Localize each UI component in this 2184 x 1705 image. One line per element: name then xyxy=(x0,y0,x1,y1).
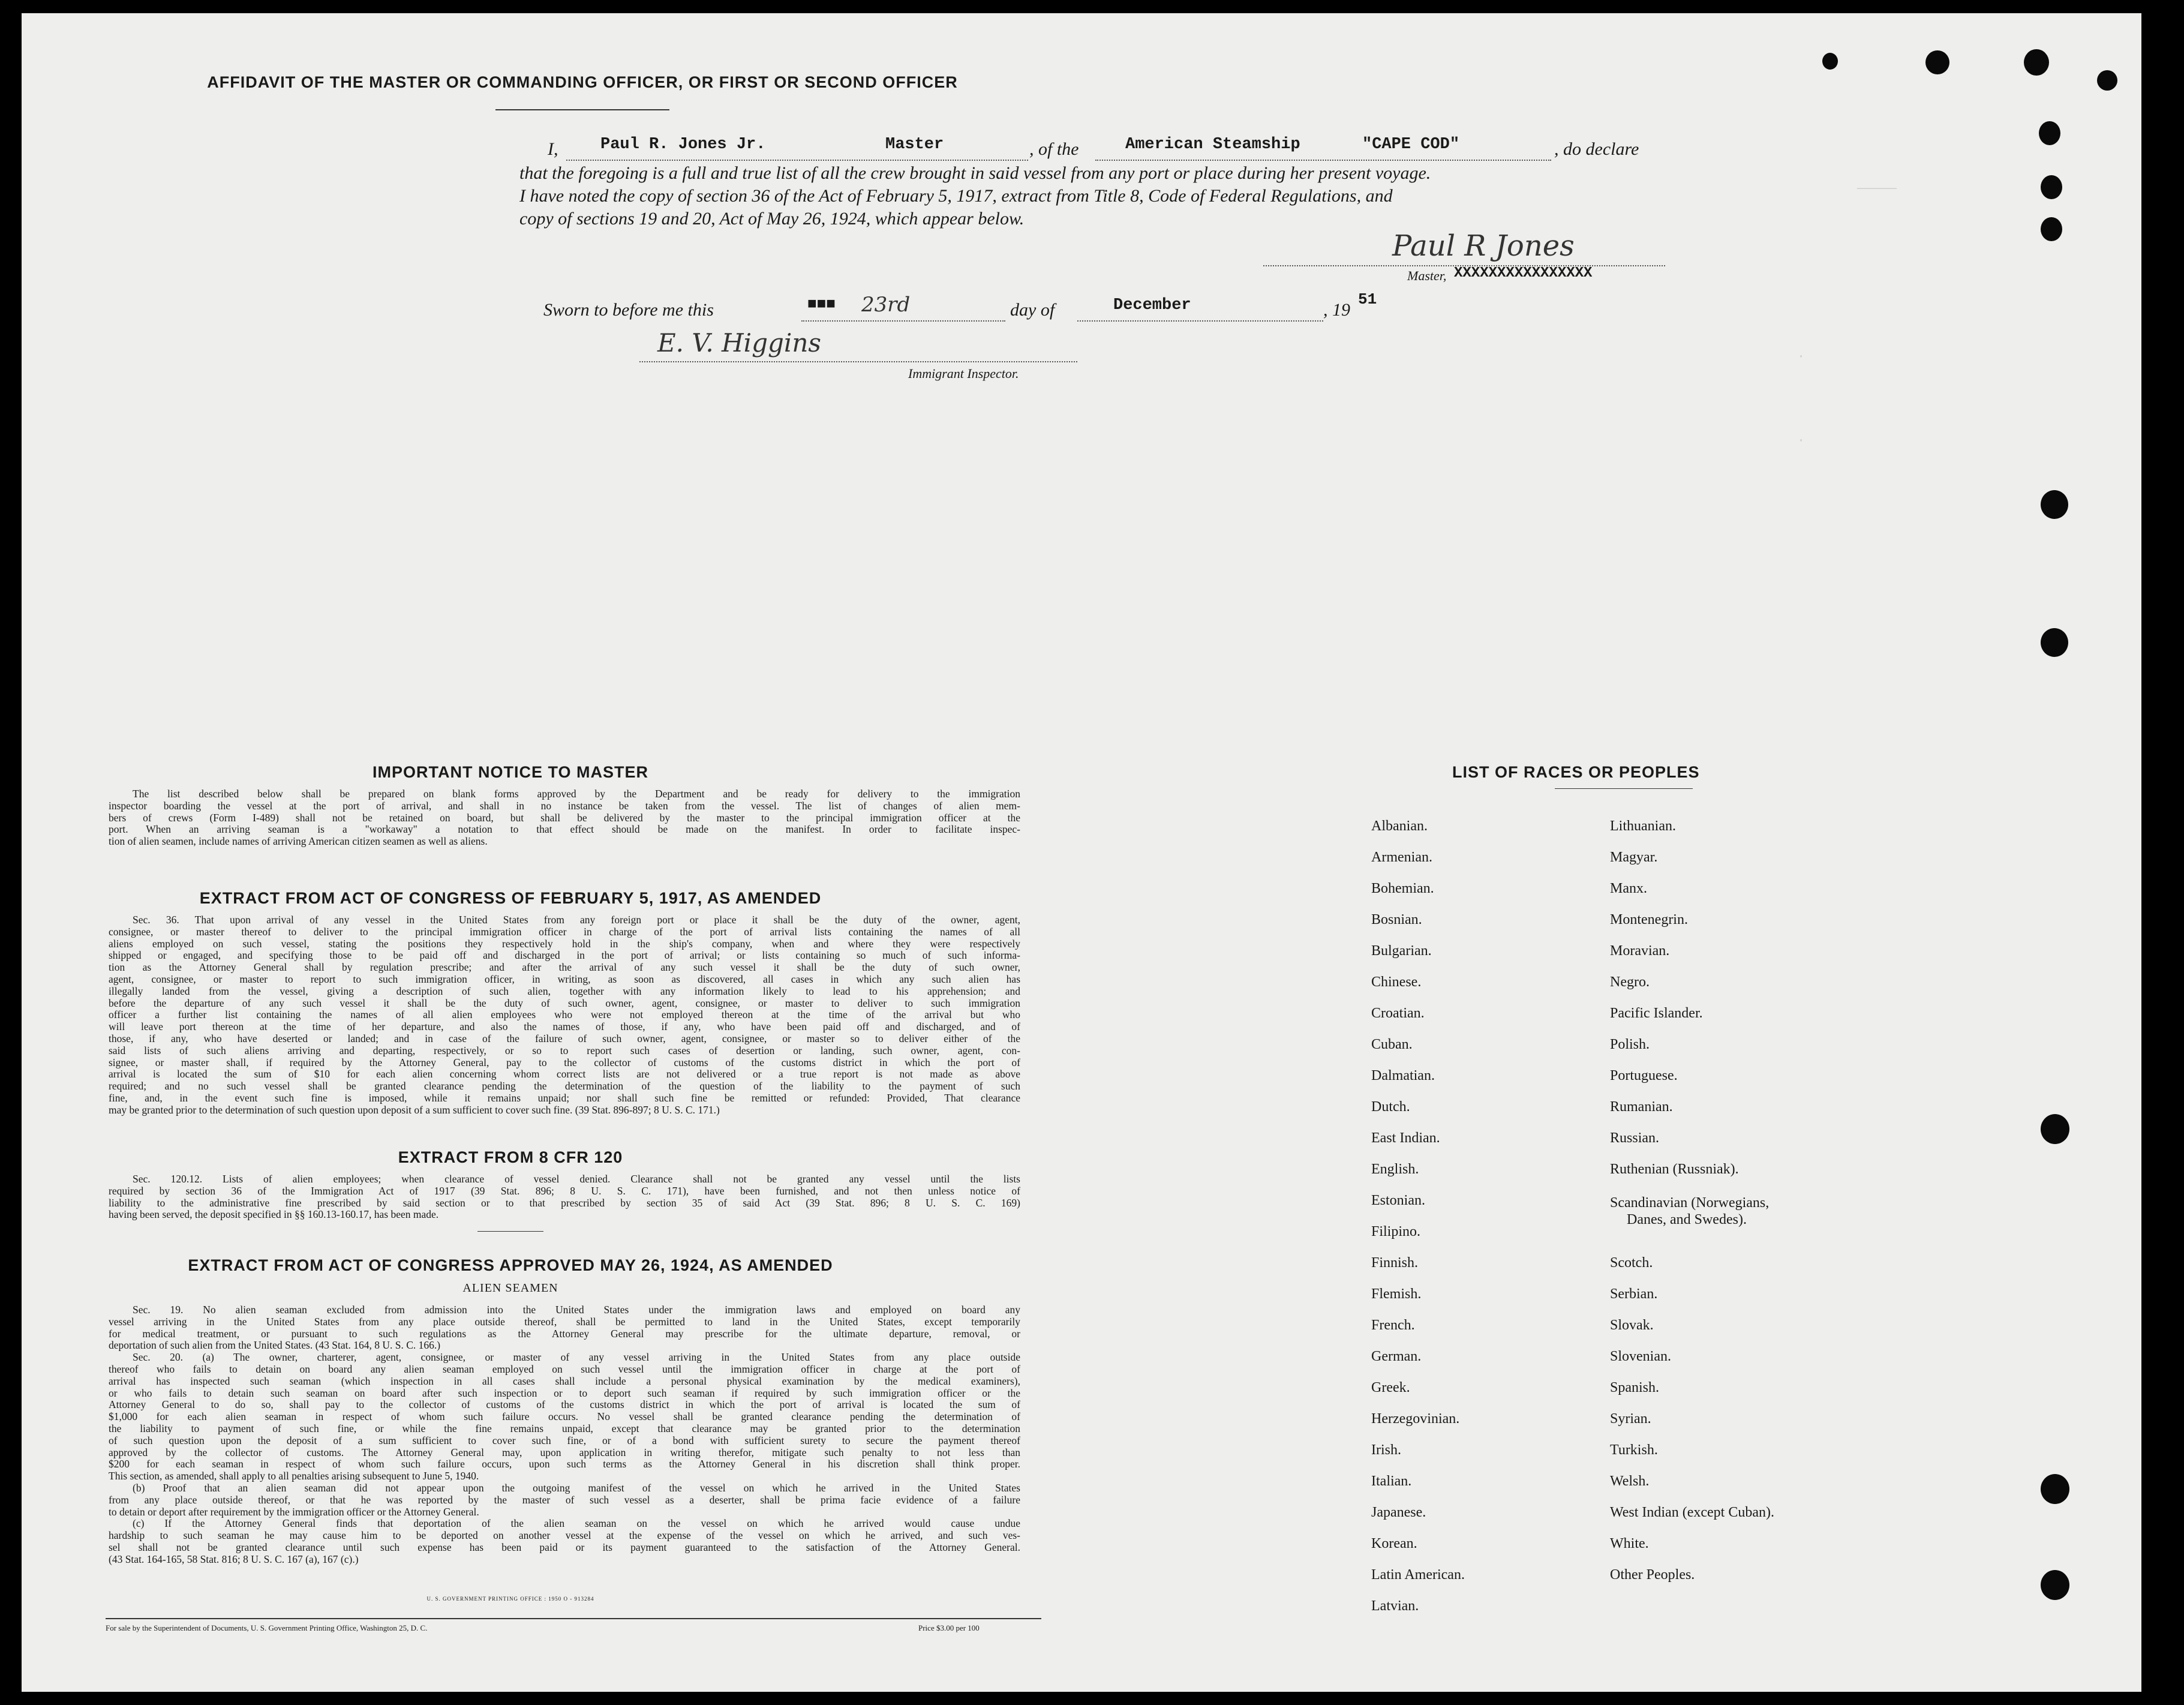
extract-1917-line: tion as the Attorney General shall by regulation prescribe; and after the arrival of any such vessel it shall be the duty of such owner, xyxy=(109,961,1020,974)
extract-1917-line: Sec. 36. That upon arrival of any vessel in the United States from any foreign port or place it shall be the duty of the owner, agent, xyxy=(133,914,1020,926)
race-item: Negro. xyxy=(1610,974,1650,990)
races-title: LIST OF RACES OR PEOPLES xyxy=(1452,763,1700,781)
race-item: Japanese. xyxy=(1371,1505,1426,1520)
extract-1924-line: from any place outside thereof, or that he was reported by the master of such vessel as a deserter, shall be prima facie evidence of a failure xyxy=(109,1493,1020,1506)
year-suffix: 51 xyxy=(1358,290,1377,308)
punch-hole xyxy=(2041,490,2068,519)
race-item: Scotch. xyxy=(1610,1255,1653,1271)
inspector-signature: E. V. Higgins xyxy=(657,328,821,358)
race-item: Estonian. xyxy=(1371,1193,1425,1208)
punch-hole xyxy=(1925,50,1949,74)
extract-1924-line: deportation of such alien from the United States. (43 Stat. 164, 8 U. S. C. 166.) xyxy=(109,1339,441,1352)
race-item: Irish. xyxy=(1371,1442,1401,1458)
extract-1917-text xyxy=(109,914,1020,1116)
race-item: Turkish. xyxy=(1610,1442,1658,1458)
declaration-line: that the foregoing is a full and true list of all the crew brought in said vessel from any port or place during her present voyage. xyxy=(519,163,1431,183)
race-item: Syrian. xyxy=(1610,1411,1651,1427)
extract-1924-line: $1,000 for each alien seaman in respect of whom such failure occurs. No vessel shall be granted clearance pending the determination of xyxy=(109,1410,1020,1423)
race-item: Rumanian. xyxy=(1610,1099,1673,1115)
extract-1924-line: thereof who fails to detain on board any alien seaman employed on such vessel until the immigration officer in charge at the port of xyxy=(109,1362,1020,1375)
punch-hole xyxy=(2041,175,2062,199)
extract-1924-line: the liability to payment of such fine, or while the fine remains unpaid, except that clearance may be granted prior to the determination xyxy=(109,1422,1020,1434)
race-item: Dutch. xyxy=(1371,1099,1410,1115)
extract-1924-line: (43 Stat. 164-165, 58 Stat. 816; 8 U. S. C. 167 (a), 167 (c).) xyxy=(109,1553,359,1565)
extract-1917-line: may be granted prior to the determination of such question upon deposit of a sum sufficient to cover such fine. (39 Stat. 896-897; 8 U. S. C. 171.) xyxy=(109,1103,720,1116)
inspector-signature-line xyxy=(639,361,1077,362)
month-blank xyxy=(1077,320,1323,322)
extract-cfr-line: having been served, the deposit specified in §§ 160.13-160.17, has been made. xyxy=(109,1208,439,1221)
master-signature: Paul R Jones xyxy=(1392,229,1575,263)
extract-1924-line: arrival has inspected such seaman (which inspection in all cases shall include a personal physical examination by the medical examiners), xyxy=(109,1374,1020,1387)
punch-hole xyxy=(2097,70,2117,91)
extract-1924-line: sel shall not be granted clearance until such expense has been paid or its payment guaranteed to the satisfaction of the Attorney General. xyxy=(109,1541,1020,1553)
vessel-name: "CAPE COD" xyxy=(1362,136,1460,154)
extract-1917-line: shipped or engaged, and specifying those to be paid off and discharged in the port of arrival; or lists containing so much of such informa- xyxy=(109,949,1020,962)
extract-1924-line: This section, as amended, shall apply to all penalties arising subsequent to June 5, 1940. xyxy=(109,1470,479,1482)
sworn-day-blank xyxy=(801,320,1005,322)
extract-cfr-text xyxy=(109,1173,1020,1221)
race-item: Slovenian. xyxy=(1610,1349,1671,1364)
punch-hole xyxy=(2041,217,2062,241)
bleed-through-text: · xyxy=(1797,433,1806,448)
extract-1924-line: Sec. 19. No alien seaman excluded from admission into the United States under the immigration laws and employed on board any xyxy=(133,1304,1020,1316)
race-item: Magyar. xyxy=(1610,850,1658,865)
race-item: Polish. xyxy=(1610,1037,1650,1052)
sworn-month: December xyxy=(1113,296,1191,314)
race-item: Slovak. xyxy=(1610,1317,1654,1333)
extract-1917-line: those, if any, who have deserted or landed; and in case of the failure of such owner, agent, consignee, or master so to deliver either of the xyxy=(109,1032,1020,1044)
extract-1917-line: illegally landed from the vessel, giving a description of such alien, together with any information likely to lead to his apprehension; and xyxy=(109,984,1020,997)
race-item: Bosnian. xyxy=(1371,912,1422,927)
title-rule xyxy=(495,109,669,110)
notice-title: IMPORTANT NOTICE TO MASTER xyxy=(372,763,648,781)
race-item: Finnish. xyxy=(1371,1255,1419,1271)
master-caption: Master, xyxy=(1407,268,1447,283)
extract-1917-line: aliens employed on such vessel, stating the positions they respectively hold in the ship's company, when and where they were respectively xyxy=(109,937,1020,950)
affidavit-title: AFFIDAVIT OF THE MASTER OR COMMANDING OFFICER, OR FIRST OR SECOND OFFICER xyxy=(207,73,958,91)
declarant-name: Paul R. Jones Jr. xyxy=(600,136,766,154)
race-item: German. xyxy=(1371,1349,1422,1364)
declaration-line: I have noted the copy of section 36 of the Act of February 5, 1917, extract from Title 8, Code of Federal Regulations, and xyxy=(519,186,1393,206)
day-of-label: day of xyxy=(1010,300,1055,320)
extract-1917-line: signee, or master shall, if required by the Attorney General, pay to the collector of customs of the customs district in which the port of xyxy=(109,1056,1020,1068)
notice-line: port. When an arriving seaman is a "workaway" a notation to that effect should be made on the manifest. In order to facilitate inspec- xyxy=(109,823,1020,836)
race-item: Herzegovinian. xyxy=(1371,1411,1460,1427)
extract-1924-line: (b) Proof that an alien seaman did not appear upon the outgoing manifest of the vessel on which he arrived in the United States xyxy=(133,1481,1020,1494)
extract-1924-line: hardship to such seaman he may cause him to be deported on another vessel at the expense of the vessel on which he arrived, and such ves- xyxy=(109,1529,1020,1542)
vessel-type: American Steamship xyxy=(1125,136,1300,154)
sworn-day-struck: ■■■ xyxy=(807,295,836,313)
extract-1924-text xyxy=(109,1304,1020,1566)
sworn-day: 23rd xyxy=(861,293,911,317)
extract-1917-line: consignee, or master thereof to deliver to the principal immigration officer in charge of the port of arrival lists containing the names of all xyxy=(109,925,1020,938)
extract-1917-line: arrival is located the sum of $10 for each alien concerning whom correct lists are not delivered or a true report is not made as above xyxy=(109,1068,1020,1080)
notice-line: The list described below shall be prepared on blank forms approved by the Department and be ready for delivery to the immigration xyxy=(133,788,1020,800)
punch-hole xyxy=(1822,53,1838,70)
extract-1924-line: Attorney General to do so, shall pay to the collector of customs of the customs district in which the port of arrival is located the sum of xyxy=(109,1398,1020,1411)
extract-1924-line: Sec. 20. (a) The owner, charterer, agent, consignee, or master of any vessel arriving in the United States from any place outside xyxy=(133,1351,1020,1364)
footer-rule xyxy=(106,1618,1041,1619)
race-item: Russian. xyxy=(1610,1130,1660,1146)
punch-hole xyxy=(2041,628,2068,657)
extract-cfr-line: Sec. 120.12. Lists of alien employees; when clearance of vessel denied. Clearance shall not be granted any vessel until the lists xyxy=(133,1173,1020,1185)
extract-1917-line: fine, and, in the event such fine is imposed, while it remains unpaid; nor shall such fine be remitted or refunded: Provided, That clearance xyxy=(109,1091,1020,1104)
race-item: Bohemian. xyxy=(1371,881,1434,896)
extract-1924-line: or who fails to detain such seaman on board after such inspection or to deport such seaman if required by such immigration officer or the xyxy=(109,1386,1020,1399)
notice-line: tion of alien seamen, include names of arriving American citizen seamen as well as aliens. xyxy=(109,835,488,848)
inspector-caption: Immigrant Inspector. xyxy=(908,366,1019,381)
extract-1917-line: said lists of such aliens arriving and departing, respectively, or so to report such cases of desertion or landing, such owner, agent, con- xyxy=(109,1044,1020,1056)
printing-office-note: U. S. GOVERNMENT PRINTING OFFICE : 1950 O - 913284 xyxy=(426,1596,594,1602)
extract-1924-line: (c) If the Attorney General finds that deportation of the alien seaman on the vessel on which he arrived would cause undue xyxy=(133,1517,1020,1530)
extract-1924-line: $200 for each seaman in respect of whom such failure occurs, upon such terms as the Attorney General in his discretion shall think proper. xyxy=(109,1458,1020,1470)
punch-hole xyxy=(2041,1570,2069,1600)
notice-text xyxy=(109,788,1020,848)
notice-line: inspector boarding the vessel at the port of arrival, and shall in no instance be taken from the vessel. The list of changes of alien mem- xyxy=(109,799,1020,812)
extract-1917-line: officer a further list containing the names of all alien employees who were not employed thereon at the time of the arrival but who xyxy=(109,1008,1020,1021)
do-declare-label: , do declare xyxy=(1554,139,1639,159)
race-item: Bulgarian. xyxy=(1371,943,1432,959)
race-item: French. xyxy=(1371,1317,1415,1333)
extract-1917-line: will leave port thereon at the time of her departure, and also the names of those, if any, who have been paid off and discharged, and of xyxy=(109,1020,1020,1033)
bleed-through-text: · xyxy=(1797,349,1806,364)
extract-1924-line: approved by the collector of customs. The Attorney General may, upon application in writing therefor, mitigate such penalty to not less than xyxy=(109,1446,1020,1458)
race-item: Korean. xyxy=(1371,1536,1417,1551)
price-note: Price $3.00 per 100 xyxy=(918,1623,980,1632)
race-item: Moravian. xyxy=(1610,943,1670,959)
notice-line: bers of crews (Form I-489) shall not be retained on board, but shall be delivered by the master to the principal immigration officer at the xyxy=(109,811,1020,824)
race-item: Other Peoples. xyxy=(1610,1567,1695,1583)
race-item: Lithuanian. xyxy=(1610,818,1676,834)
race-item: Latin American. xyxy=(1371,1567,1465,1583)
extract-1924-line: vessel arriving in the United States from any place outside thereof, shall be permitted to land in the United States, except temporarily xyxy=(109,1315,1020,1328)
races-rule xyxy=(1555,788,1693,789)
affidavit-page xyxy=(22,13,2141,1692)
name-blank xyxy=(566,160,1028,161)
race-item: Filipino. xyxy=(1371,1224,1421,1239)
punch-hole xyxy=(2041,1474,2069,1504)
race-item: Ruthenian (Russniak). xyxy=(1610,1161,1739,1177)
race-item: Dalmatian. xyxy=(1371,1068,1435,1083)
extract-1924-subtitle: ALIEN SEAMEN xyxy=(462,1281,558,1295)
sale-note: For sale by the Superintendent of Documents, U. S. Government Printing Office, Washington 25, D. C. xyxy=(106,1623,428,1632)
race-item: Albanian. xyxy=(1371,818,1428,834)
race-item: White. xyxy=(1610,1536,1649,1551)
year-prefix: , 19 xyxy=(1323,300,1350,320)
race-item: Manx. xyxy=(1610,881,1647,896)
extract-1924-line: to detain or deport after requirement by the immigration officer or the Attorney General. xyxy=(109,1505,479,1518)
extract-cfr-line: liability to the administrative fine prescribed by said section or to that prescribed by section 35 of said Act (39 Stat. 896; 8 U. S. C. 169) xyxy=(109,1196,1020,1209)
race-item: East Indian. xyxy=(1371,1130,1440,1146)
sworn-label: Sworn to before me this xyxy=(543,300,714,320)
extract-cfr-line: required by section 36 of the Immigration Act of 1917 (39 Stat. 896; 8 U. S. C. 171), have been furnished, and not then unless notice of xyxy=(109,1184,1020,1197)
race-item: Chinese. xyxy=(1371,974,1422,990)
race-item: Scandinavian (Norwegians, xyxy=(1610,1195,1770,1211)
vessel-blank xyxy=(1095,160,1551,161)
race-item: Greek. xyxy=(1371,1380,1410,1395)
race-item: Flemish. xyxy=(1371,1286,1422,1302)
race-item: Montenegrin. xyxy=(1610,912,1688,927)
bleed-through-text: ————— xyxy=(1857,181,1897,196)
race-item: Spanish. xyxy=(1610,1380,1660,1395)
race-item: Latvian. xyxy=(1371,1598,1419,1614)
extract-1917-line: required; and no such vessel shall be granted clearance pending the determination of the question of the liability to the payment of such xyxy=(109,1080,1020,1092)
punch-hole xyxy=(2041,1114,2069,1144)
extract-1917-line: agent, consignee, or master to report to such immigration officer, in writing, as soon as discovered, all cases in which any such alien has xyxy=(109,972,1020,985)
of-the-label: , of the xyxy=(1029,139,1079,159)
extract-cfr-title: EXTRACT FROM 8 CFR 120 xyxy=(398,1148,623,1166)
extract-1924-line: for medical treatment, or pursuant to such regulations as the Attorney General may prescribe for the ultimate departure, removal, or xyxy=(109,1327,1020,1340)
punch-hole xyxy=(2039,121,2060,145)
race-item: Croatian. xyxy=(1371,1005,1425,1021)
declarant-rank: Master xyxy=(885,136,944,154)
master-struck-text: XXXXXXXXXXXXXXXX xyxy=(1454,265,1593,281)
section-rule xyxy=(477,1231,543,1232)
race-item: Serbian. xyxy=(1610,1286,1658,1302)
race-item: West Indian (except Cuban). xyxy=(1610,1505,1774,1520)
race-item: Portuguese. xyxy=(1610,1068,1678,1083)
race-item: Cuban. xyxy=(1371,1037,1413,1052)
extract-1924-title: EXTRACT FROM ACT OF CONGRESS APPROVED MAY 26, 1924, AS AMENDED xyxy=(188,1256,833,1274)
punch-hole xyxy=(2024,49,2049,76)
race-item: Armenian. xyxy=(1371,850,1432,865)
race-item: English. xyxy=(1371,1161,1419,1177)
race-item: Pacific Islander. xyxy=(1610,1005,1703,1021)
declaration-line: copy of sections 19 and 20, Act of May 26, 1924, which appear below. xyxy=(519,209,1025,229)
race-item: Danes, and Swedes). xyxy=(1627,1212,1747,1227)
extract-1924-line: of such question upon the deposit of a sum sufficient to cover such fine, or of a bond with sufficient surety to secure the payment thereof xyxy=(109,1434,1020,1446)
extract-1917-title: EXTRACT FROM ACT OF CONGRESS OF FEBRUARY 5, 1917, AS AMENDED xyxy=(199,889,822,907)
race-item: Italian. xyxy=(1371,1473,1412,1489)
race-item: Welsh. xyxy=(1610,1473,1650,1489)
declarant-i: I, xyxy=(548,139,558,159)
extract-1917-line: before the departure of any such vessel it shall be the duty of such owner, agent, consignee, or master to deliver to such immigration xyxy=(109,996,1020,1009)
